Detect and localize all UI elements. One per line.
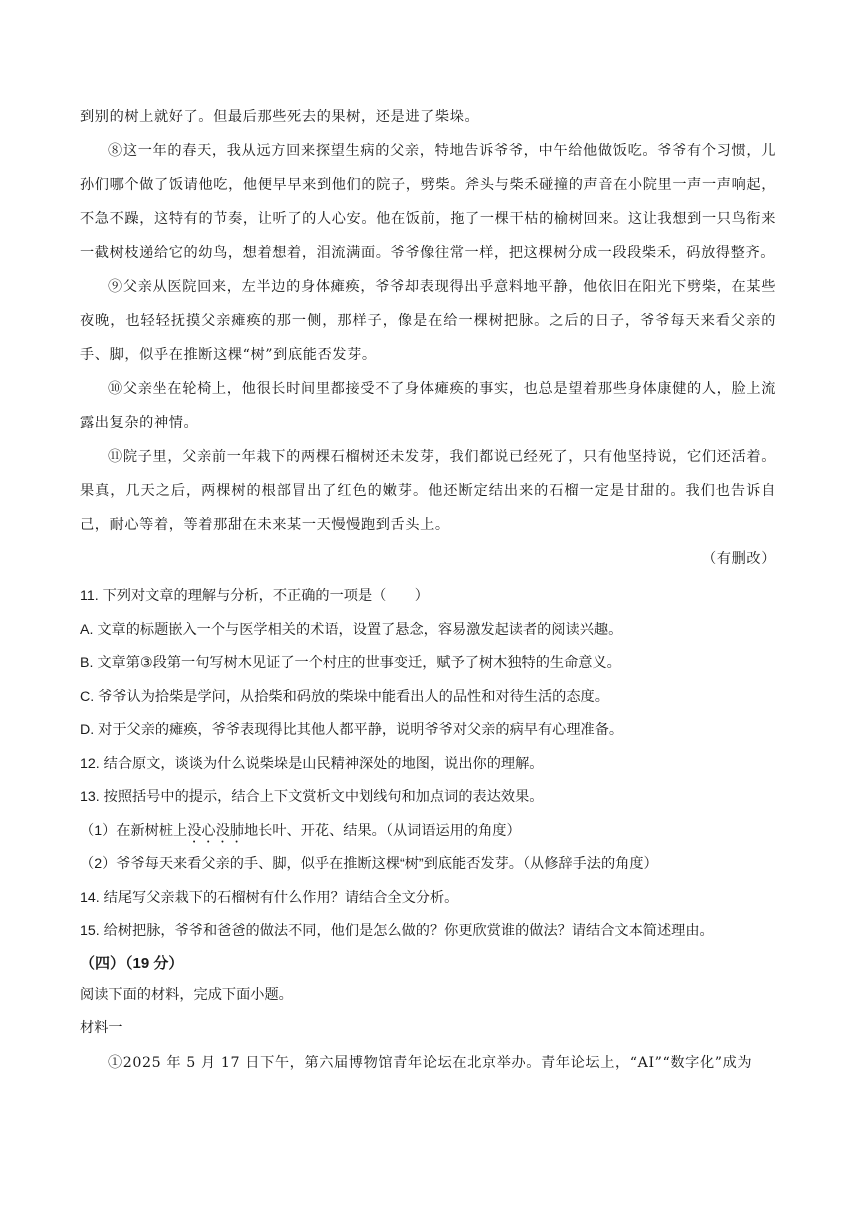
question-13: 13. 按照括号中的提示，结合上下文赏析文中划线句和加点词的表达效果。 xyxy=(80,789,544,805)
passage-paragraph-10: ⑩父亲坐在轮椅上，他很长时间里都接受不了身体瘫痪的事实，也总是望着那些身体康健的人，脸上流露出复杂的神情。 xyxy=(80,381,776,431)
section-4-heading: （四）（19 分） xyxy=(80,954,184,972)
material-1-paragraph-1: ①2025 年 5 月 17 日下午，第六届博物馆青年论坛在北京举办。青年论坛上，“AI”“数字化”成为 xyxy=(108,1054,753,1071)
section-4-instruction: 阅读下面的材料，完成下面小题。 xyxy=(80,986,293,1003)
question-11: 11. 下列对文章的理解与分析，不正确的一项是（ ） xyxy=(80,588,429,604)
passage-paragraph-7-end: 到别的树上就好了。但最后那些死去的果树，还是进了柴垛。 xyxy=(80,109,480,125)
question-13-part-1 xyxy=(80,815,776,849)
question-11-option-c: C. 爷爷认为拾柴是学问，从拾柴和码放的柴垛中能看出人的品性和对待生活的态度。 xyxy=(80,688,609,705)
question-15: 15. 给树把脉，爷爷和爸爸的做法不同，他们是怎么做的？你更欣赏谁的做法？请结合文本简述理由。 xyxy=(80,923,714,939)
exam-page xyxy=(80,100,776,1080)
passage-paragraph-11: ⑪院子里，父亲前一年栽下的两棵石榴树还未发芽，我们都说已经死了，只有他坚持说，它们还活着。果真，几天之后，两棵树的根部冒出了红色的嫩芽。他还断定结出来的石榴一定是甘甜的。我们也告诉自己，耐心等着，等着那甜在未来某一天慢慢跑到舌头上。 xyxy=(80,449,776,533)
question-11-option-d: D. 对于父亲的瘫痪，爷爷表现得比其他人都平静，说明爷爷对父亲的病早有心理准备。 xyxy=(80,722,624,738)
question-13-part-2: （2）爷爷每天来看父亲的手、脚，似乎在推断这棵“树”到底能否发芽。（从修辞手法的角度） xyxy=(80,856,658,872)
question-11-option-b: B. 文章第③段第一句写树木见证了一个村庄的世事变迁，赋予了树木独特的生命意义。 xyxy=(80,655,621,671)
question-12: 12. 结合原文，谈谈为什么说柴垛是山民精神深处的地图，说出你的理解。 xyxy=(80,755,544,772)
material-1-label: 材料一 xyxy=(80,1020,123,1036)
question-13-part-1-prefix: （1）在新树桩上 xyxy=(80,822,188,839)
question-14: 14. 结尾写父亲栽下的石榴树有什么作用？请结合全文分析。 xyxy=(80,889,459,906)
abridged-note: （有删改） xyxy=(702,551,776,567)
passage-paragraph-8: ⑧这一年的春天，我从远方回来探望生病的父亲，特地告诉爷爷，中午给他做饭吃。爷爷有个习惯，儿孙们哪个做了饭请他吃，他便早早来到他们的院子，劈柴。斧头与柴禾碰撞的声音在小院里一声一声响起，不急不躁，这特有的节奏，让听了的人心安。他在饭前，拖了一棵干枯的榆树回来。这让我想到一只鸟衔来一截树枝递给它的幼鸟，想着想着，泪流满面。爷爷像往常一样，把这棵树分成一段段柴禾，码放得整齐。 xyxy=(80,143,776,261)
question-13-part-1-suffix: 地长叶、开花、结果。（从词语运用的角度） xyxy=(243,822,521,839)
dotted-word: 没心没肺 xyxy=(187,822,244,839)
question-11-option-a: A. 文章的标题嵌入一个与医学相关的术语，设置了悬念，容易激发起读者的阅读兴趣。 xyxy=(80,621,623,638)
passage-paragraph-9: ⑨父亲从医院回来，左半边的身体瘫痪，爷爷却表现得出乎意料地平静，他依旧在阳光下劈柴，在某些夜晚，也轻轻抚摸父亲瘫痪的那一侧，那样子，像是在给一棵树把脉。之后的日子，爷爷每天来看父亲的手、脚，似乎在推断这棵“树”到底能否发芽。 xyxy=(80,279,776,363)
